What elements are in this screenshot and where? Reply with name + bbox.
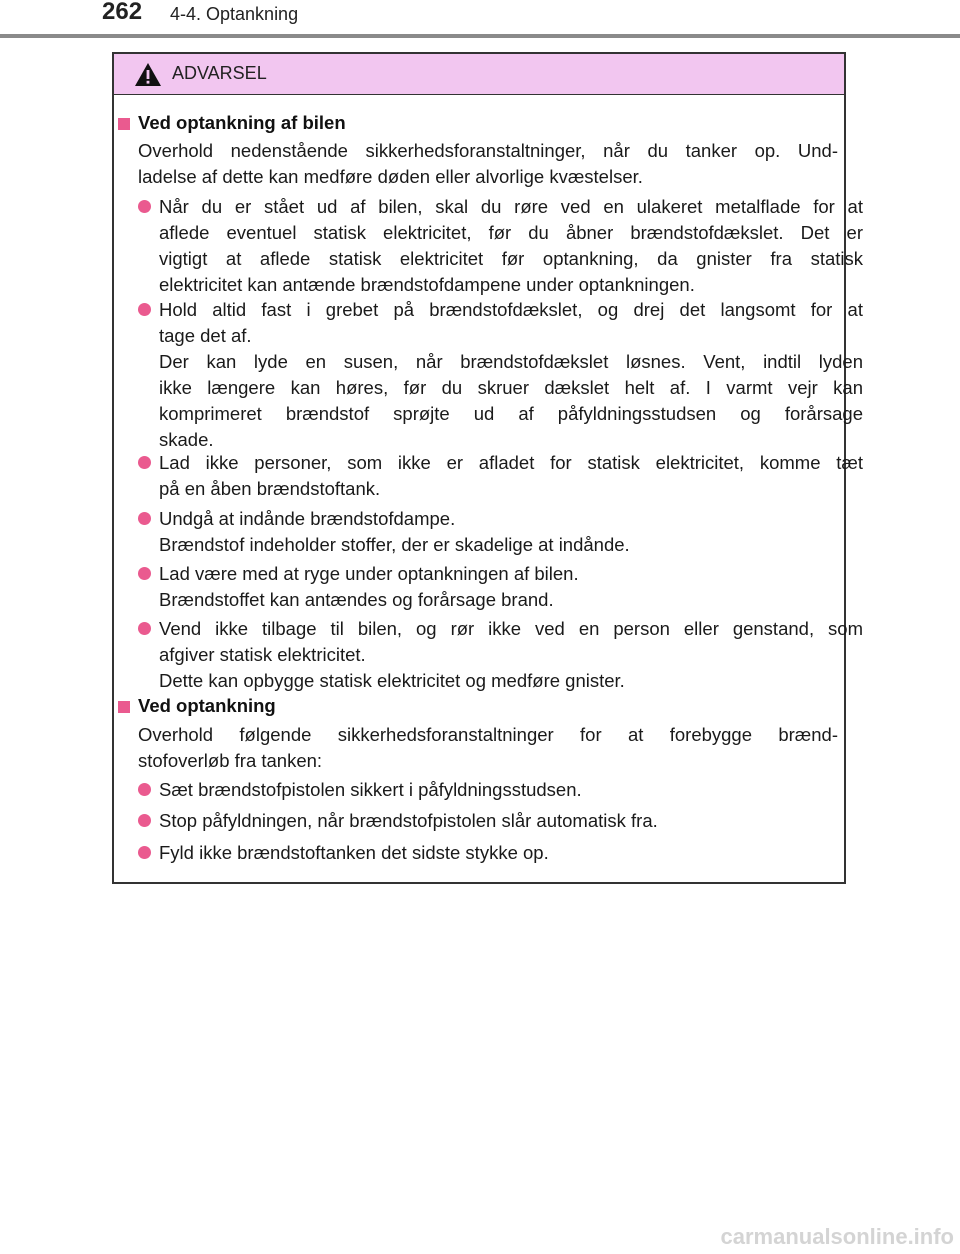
- section-intro: Overhold nedenstående sikkerhedsforanstaltninger, når du tanker op. Und- ladelse af dette kan medføre døden eller alvorlige kvæstelser.: [138, 140, 838, 187]
- round-bullet-icon: [138, 456, 151, 469]
- round-bullet-icon: [138, 200, 151, 213]
- round-bullet-icon: [138, 846, 151, 859]
- square-bullet-icon: [118, 701, 130, 713]
- section-heading: Ved optankning af bilen: [114, 110, 346, 136]
- round-bullet-icon: [138, 783, 151, 796]
- page-number: 262: [102, 0, 143, 25]
- round-bullet-icon: [138, 622, 151, 635]
- header-rule: [0, 34, 960, 38]
- round-bullet-icon: [138, 512, 151, 525]
- section-intro: Overhold følgende sikkerhedsforanstaltninger for at forebygge brænd- stofoverløb fra tanken:: [138, 724, 838, 771]
- round-bullet-icon: [138, 567, 151, 580]
- warning-triangle-icon: [134, 62, 162, 87]
- warning-header: [114, 54, 844, 95]
- section-heading: Ved optankning: [114, 693, 276, 719]
- warning-title: ADVARSEL: [172, 63, 267, 83]
- section-title: 4-4. Optankning: [170, 4, 299, 24]
- round-bullet-icon: [138, 303, 151, 316]
- square-bullet-icon: [118, 118, 130, 130]
- watermark: carmanualsonline.info: [720, 1224, 954, 1249]
- page-header: [0, 0, 960, 40]
- warning-box: ADVARSEL Ved optankning af bilen Overhold nedenstående sikkerhedsforanstaltninger, når du tanker op. Und- ladelse af dette kan medføre døden eller alvorlige kvæstelser. Når du er stået ud af bilen, skal du røre ved en ulakeret metalflade for at aflede eventuel statisk elektricitet, før du åbner brændstofdækslet. Det er vigtigt at aflede statisk elektricitet før optankning, da gnister fra statisk elektricitet kan antænde brændstofdampene under optankningen. Hold altid fast i grebet på brændstofdækslet, og drej det langsomt for at tage det af. Der kan lyde en susen, når brændstofdækslet løsnes. Vent, indtil lyden ikke længere kan høres, før du skruer dækslet helt af. I varmt vejr kan komprimeret brændstof sprøjte ud af påfyldningsstudsen og forårsage skade. Lad ikke personer, som ikke er afladet for statisk elektricitet, komme tæt på en åben brændstoftank. Undgå at indånde brændstofdampe. Brændstof indeholder stoffer, der er skadelige at indånde. Lad være med at ryge under optankningen af bilen. Brændstoffet kan antændes og forårsage brand. Vend ikke tilbage til bilen, og rør ikke ved en person eller genstand, som afgiver statisk elektricitet. Dette kan opbygge statisk elektricitet og medføre gnister. Ved optankning Overhold følgende sikkerhedsforanstaltninger for at forebygge brænd- stofoverløb fra tanken: Sæt brændstofpistolen sikkert i påfyldningsstudsen. Stop påfyldningen, når brændstofpistolen slår automatisk fra. Fyld ikke brændstoftanken det sidste stykke op.: [112, 52, 846, 884]
- round-bullet-icon: [138, 814, 151, 827]
